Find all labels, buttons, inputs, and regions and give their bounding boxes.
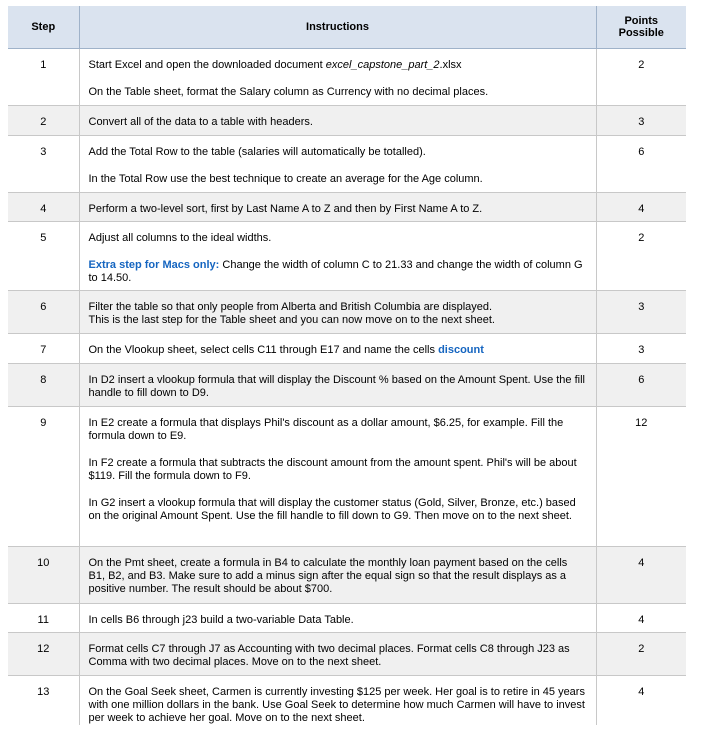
instruction-text: In cells B6 through j23 build a two-variable Data Table. <box>88 613 354 626</box>
points-value: 3 <box>638 343 645 356</box>
table-row <box>8 632 686 675</box>
points-value: 6 <box>638 373 645 386</box>
step-number: 1 <box>40 58 47 71</box>
table-row <box>8 333 686 363</box>
points-value: 2 <box>638 58 645 71</box>
range-name-discount: discount <box>438 343 484 356</box>
points-value: 12 <box>635 416 648 429</box>
instruction-text: On the Goal Seek sheet, Carmen is currently investing $125 per week. Her goal is to retire in 45 years with one million dollars in the bank. Use Goal Seek to determine how much Carmen will have to invest per week to achieve her goal. Move on to the next sheet. <box>88 685 585 724</box>
step-number: 5 <box>40 231 47 244</box>
header-step: Step <box>8 6 79 48</box>
step-number: 6 <box>40 300 47 313</box>
step-number: 3 <box>40 145 47 158</box>
table-row <box>8 603 686 632</box>
table-row <box>8 363 686 406</box>
file-name: excel_capstone_part_2 <box>325 58 440 71</box>
table-row <box>8 546 686 603</box>
macs-only-highlight: Extra step for Macs only: <box>88 258 220 271</box>
step-number: 10 <box>37 556 50 569</box>
instruction-text: Filter the table so that only people from Alberta and British Columbia are displayed. This is the last step for the Table sheet and you can now move on to the next sheet. <box>88 300 495 326</box>
table-row <box>8 48 686 105</box>
instruction-text: Adjust all columns to the ideal widths. Extra step for Macs only: Change the width of column C to 21.33 and change the width of column G to 14.50. <box>88 231 583 284</box>
points-value: 4 <box>638 685 645 698</box>
step-number: 9 <box>40 416 47 429</box>
step-number: 8 <box>40 373 47 386</box>
step-number: 11 <box>37 613 49 626</box>
instruction-text: Convert all of the data to a table with headers. <box>88 115 313 128</box>
instruction-text: In D2 insert a vlookup formula that will display the Discount % based on the Amount Spent. Use the fill handle to fill down to D9. <box>88 373 585 399</box>
step-number: 2 <box>40 115 47 128</box>
step-number: 7 <box>40 343 47 356</box>
table-row <box>8 105 686 135</box>
instruction-text: Start Excel and open the downloaded document excel_capstone_part_2.xlsx On the Table sheet, format the Salary column as Currency with no decimal places. <box>88 58 489 98</box>
instruction-text: Format cells C7 through J7 as Accounting with two decimal places. Format cells C8 through J23 as Comma with two decimal places. Move on to the next sheet. <box>88 642 570 668</box>
instruction-text: On the Vlookup sheet, select cells C11 through E17 and name the cells discount <box>88 343 484 356</box>
instructions-table <box>8 6 686 725</box>
points-value: 3 <box>638 115 645 128</box>
instruction-text: Perform a two-level sort, first by Last Name A to Z and then by First Name A to Z. <box>88 202 483 215</box>
points-value: 2 <box>638 642 645 655</box>
step-number: 12 <box>37 642 50 655</box>
table-row <box>8 221 686 290</box>
points-value: 4 <box>638 613 645 626</box>
table-row <box>8 290 686 333</box>
header-instructions: Instructions <box>79 6 596 48</box>
instruction-text: Add the Total Row to the table (salaries will automatically be totalled). In the Total Row use the best technique to create an average for the Age column. <box>88 145 483 185</box>
instruction-text: In E2 create a formula that displays Phil's discount as a dollar amount, $6.25, for example. Fill the formula down to E9. In F2 create a formula that subtracts the discount amount from the amount spent. Phil's will be about $119. Fill the formula down to F9. In G2 insert a vlookup formula that will display the customer status (Gold, Silver, Bronze, etc.) based on the original Amount Spent. Use the fill handle to fill down to G9. Then move on to the next sheet. <box>88 416 577 522</box>
table-row <box>8 675 686 725</box>
points-value: 4 <box>638 556 645 569</box>
header-points: Points Possible <box>596 6 686 48</box>
step-number: 4 <box>40 202 47 215</box>
table-row <box>8 406 686 546</box>
table-row <box>8 192 686 221</box>
points-value: 2 <box>638 231 645 244</box>
points-value: 3 <box>638 300 645 313</box>
header-row <box>8 6 686 48</box>
step-number: 13 <box>37 685 50 698</box>
instruction-text: On the Pmt sheet, create a formula in B4 to calculate the monthly loan payment based on the cells B1, B2, and B3. Make sure to add a minus sign after the equal sign so that the result displays as a positive number. The result should be about $700. <box>88 556 568 595</box>
points-value: 6 <box>638 145 645 158</box>
points-value: 4 <box>638 202 645 215</box>
table-row <box>8 135 686 192</box>
